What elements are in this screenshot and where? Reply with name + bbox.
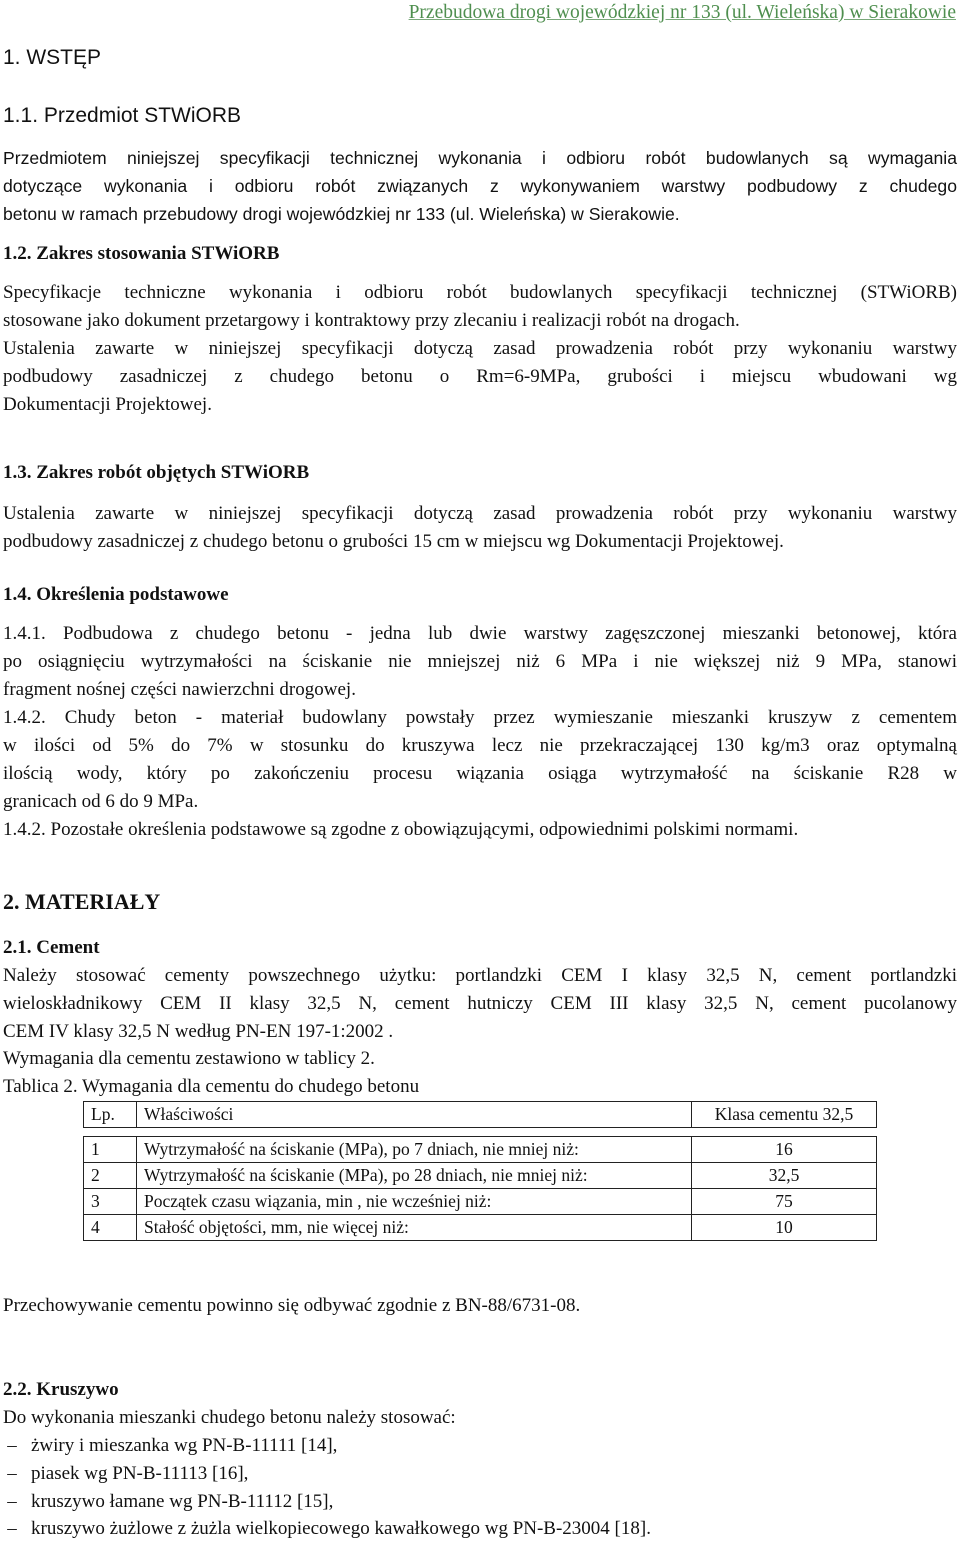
paragraph-line: Należy stosować cementy powszechnego użytku: portlandzki CEM I klasy 32,5 N, cement portlandzki (3, 965, 957, 986)
paragraph-line: podbudowy zasadniczej z chudego betonu o Rm=6-9MPa, grubości i miejscu wbudowani wg (3, 366, 957, 387)
table-gap (84, 1128, 877, 1137)
paragraph-line: Specyfikacje techniczne wykonania i odbioru robót budowlanych specyfikacji technicznej (STWiORB) (3, 282, 957, 303)
dash-bullet: – (7, 1463, 17, 1484)
paragraph-line: fragment nośnej części nawierzchni drogowej. (3, 679, 356, 700)
paragraph-line: w ilości od 5% do 7% w stosunku do kruszywa lecz nie przekraczającej 130 kg/m3 oraz optymalną (3, 735, 957, 756)
table-row (84, 1163, 877, 1189)
paragraph-line: stosowane jako dokument przetargowy i kontraktowy przy zlecaniu i realizacji robót na drogach. (3, 310, 740, 331)
cement-requirements-table (83, 1101, 877, 1241)
table-header-cell: Właściwości (137, 1102, 692, 1128)
table-cell: Wytrzymałość na ściskanie (MPa), po 7 dniach, nie mniej niż: (137, 1137, 692, 1163)
paragraph-line: Dokumentacji Projektowej. (3, 394, 212, 415)
table-header-cell: Lp. (84, 1102, 137, 1128)
list-item (3, 1517, 651, 1541)
list-item (3, 1434, 337, 1458)
paragraph-line: wieloskładnikowy CEM II klasy 32,5 N, cement hutniczy CEM III klasy 32,5 N, cement pucolanowy (3, 993, 957, 1014)
paragraph-line: CEM IV klasy 32,5 N według PN-EN 197-1:2002 . (3, 1021, 394, 1042)
table-cell: 32,5 (692, 1163, 877, 1189)
paragraph-line: Przechowywanie cementu powinno się odbywać zgodnie z BN-88/6731-08. (3, 1295, 581, 1316)
paragraph-line: dotyczące wykonania i odbioru robót związanych z wykonywaniem warstwy podbudowy z chudego (3, 176, 957, 196)
section-1-1-heading: 1.1. Przedmiot STWiORB (3, 104, 242, 127)
table-cell: 4 (84, 1215, 137, 1241)
paragraph-line: granicach od 6 do 9 MPa. (3, 791, 199, 812)
section-2-2-heading: 2.2. Kruszywo (3, 1379, 119, 1400)
table-cell: 3 (84, 1189, 137, 1215)
paragraph-line: Do wykonania mieszanki chudego betonu należy stosować: (3, 1407, 456, 1428)
table-cell: Początek czasu wiązania, min , nie wcześniej niż: (137, 1189, 692, 1215)
paragraph-line: betonu w ramach przebudowy drogi wojewódzkiej nr 133 (ul. Wieleńska) w Sierakowie. (3, 204, 680, 224)
dash-bullet: – (7, 1435, 17, 1456)
paragraph-line: Przedmiotem niniejszej specyfikacji technicznej wykonania i odbioru robót budowlanych są wymagania (3, 148, 957, 168)
paragraph-line: Ustalenia zawarte w niniejszej specyfikacji dotyczą zasad prowadzenia robót przy wykonaniu warstwy (3, 338, 957, 359)
section-1-heading: 1. WSTĘP (3, 46, 102, 69)
list-item-text: żwiry i mieszanka wg PN-B-11111 [14], (31, 1435, 338, 1456)
paragraph-line: Ustalenia zawarte w niniejszej specyfikacji dotyczą zasad prowadzenia robót przy wykonaniu warstwy (3, 503, 957, 524)
table-row (84, 1137, 877, 1163)
dash-bullet: – (7, 1491, 17, 1512)
table-header-cell: Klasa cementu 32,5 (692, 1102, 877, 1128)
paragraph-line: 1.4.2. Chudy beton - materiał budowlany powstały przez wymieszanie mieszanki kruszyw z cementem (3, 707, 957, 728)
dash-bullet: – (7, 1518, 17, 1539)
list-item (3, 1490, 333, 1514)
paragraph-line: po osiągnięciu wytrzymałości na ściskanie nie mniejszej niż 6 MPa i nie większej niż 9 MPa, stanowi (3, 651, 957, 672)
paragraph-line: 1.4.2. Pozostałe określenia podstawowe są zgodne z obowiązującymi, odpowiednimi polskimi normami. (3, 819, 799, 840)
table-cell: 10 (692, 1215, 877, 1241)
table-cell: 75 (692, 1189, 877, 1215)
table-row (84, 1215, 877, 1241)
list-item-text: kruszywo łamane wg PN-B-11112 [15], (31, 1491, 334, 1512)
list-item-text: piasek wg PN-B-11113 [16], (31, 1463, 249, 1484)
paragraph-line: 1.4.1. Podbudowa z chudego betonu - jedna lub dwie warstwy zagęszczonej mieszanki betonowej, która (3, 623, 957, 644)
section-2-heading: 2. MATERIAŁY (3, 889, 161, 914)
table-cell: Wytrzymałość na ściskanie (MPa), po 28 dniach, nie mniej niż: (137, 1163, 692, 1189)
paragraph-line: podbudowy zasadniczej z chudego betonu o grubości 15 cm w miejscu wg Dokumentacji Projektowej. (3, 531, 784, 552)
section-1-3-heading: 1.3. Zakres robót objętych STWiORB (3, 462, 310, 483)
list-item (3, 1462, 248, 1486)
section-1-2-heading: 1.2. Zakres stosowania STWiORB (3, 243, 280, 264)
table-header-row (84, 1102, 877, 1128)
list-item-text: kruszywo żużlowe z żużla wielkopiecowego kawałkowego wg PN-B-23004 [18]. (31, 1518, 651, 1539)
table-cell: Stałość objętości, mm, nie więcej niż: (137, 1215, 692, 1241)
table-row (84, 1189, 877, 1215)
table-cell: 16 (692, 1137, 877, 1163)
section-1-4-heading: 1.4. Określenia podstawowe (3, 584, 229, 605)
table-cell: 1 (84, 1137, 137, 1163)
table-caption: Tablica 2. Wymagania dla cementu do chudego betonu (3, 1076, 420, 1097)
section-2-1-heading: 2.1. Cement (3, 937, 100, 958)
paragraph-line: ilością wody, który po zakończeniu procesu wiązania osiąga wytrzymałość na ściskanie R28 w (3, 763, 957, 784)
table-cell: 2 (84, 1163, 137, 1189)
running-header: Przebudowa drogi wojewódzkiej nr 133 (ul. Wieleńska) w Sierakowie (408, 2, 956, 23)
paragraph-line: Wymagania dla cementu zestawiono w tablicy 2. (3, 1048, 375, 1069)
